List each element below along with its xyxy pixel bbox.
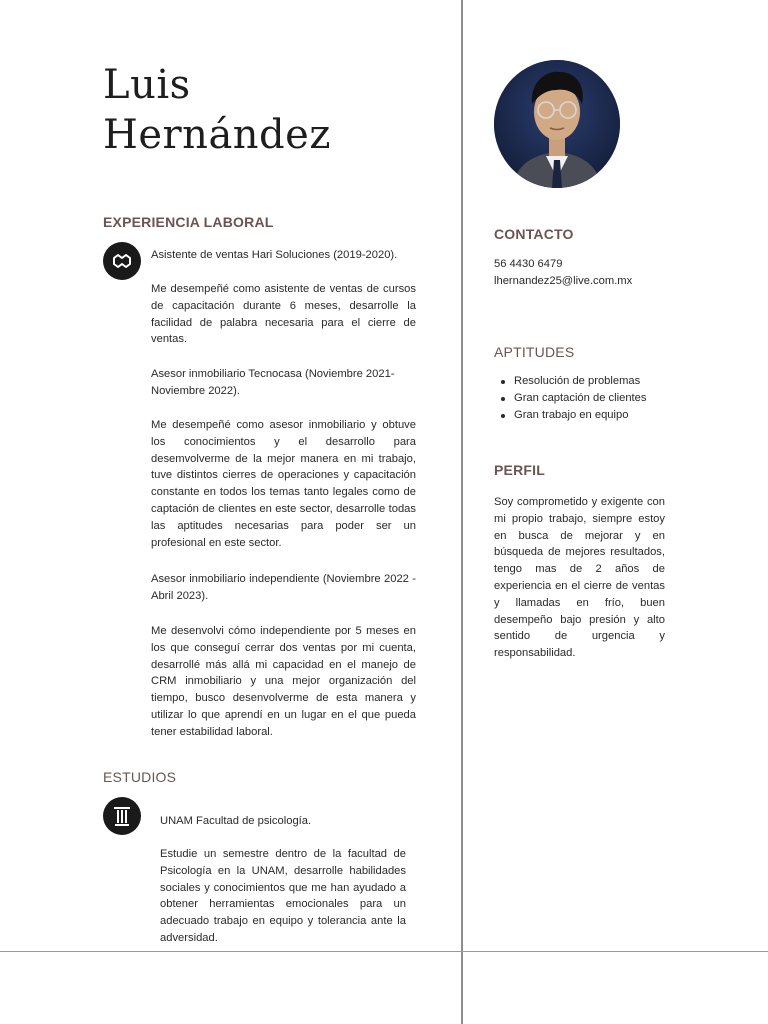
education-item-title: UNAM Facultad de psicología.: [160, 815, 312, 827]
education-item-desc: Estudie un semestre dentro de la facultad de Psicología en la UNAM, desarrolle habilidades sociales y conocimientos que me han ayudado a obtener herramientas emocionales para un adecuado trabajo en equipo y tolerancia ante la adversidad.: [160, 848, 406, 944]
skill-item: Gran captación de clientes: [494, 390, 646, 407]
profile-photo: [494, 60, 620, 188]
experience-item-3-title: Asesor inmobiliario independiente (Noviembre 2022 - Abril 2023).: [151, 573, 416, 602]
handshake-icon: [103, 242, 141, 280]
last-name: Hernández: [103, 112, 331, 158]
contact-title: CONTACTO: [494, 226, 574, 242]
experience-item-2-desc: Me desempeñé como asesor inmobiliario y obtuve los conocimientos y el desarrollo para desemvolverme de la mejor manera en mi trabajo, tuve distintos cierres de operaciones y capacitación constante en todos los temas tanto legales como de captación de clientes en este sector, desarrolle todas las aptitudes necesarias para poder ser un profesional en este sector.: [151, 419, 416, 549]
person-name: [103, 60, 331, 160]
skills-title: APTITUDES: [494, 344, 575, 360]
profile-text: Soy comprometido y exigente con mi propio trabajo, siempre estoy en busca de mejorar y en búsqueda de mejores resultados, tengo mas de 2 años de experiencia en el cierre de ventas y llamadas en frío, buen desempeño bajo presión y alto sentido de urgencia y responsabilidad.: [494, 496, 665, 660]
education-title: ESTUDIOS: [103, 769, 177, 785]
horizontal-divider: [0, 951, 768, 952]
skill-item: Resolución de problemas: [494, 373, 646, 390]
profile-title: PERFIL: [494, 462, 545, 478]
skill-item: Gran trabajo en equipo: [494, 407, 646, 424]
column-pillar-icon: [103, 797, 141, 835]
experience-item-1-title: Asistente de ventas Hari Soluciones (2019-2020).: [151, 249, 398, 261]
experience-item-1-desc: Me desempeñé como asistente de ventas de cursos de capacitación durante 6 meses, desarrolle la facilidad de palabra necesaria para el cierre de ventas.: [151, 283, 416, 346]
first-name: Luis: [103, 62, 191, 108]
contact-email: lhernandez25@live.com.mx: [494, 275, 633, 287]
skills-list: [494, 373, 646, 423]
experience-title: EXPERIENCIA LABORAL: [103, 214, 274, 230]
contact-phone: 56 4430 6479: [494, 258, 563, 270]
vertical-divider: [461, 0, 463, 1024]
experience-item-2-title: Asesor inmobiliario Tecnocasa (Noviembre 2021- Noviembre 2022).: [151, 368, 395, 397]
experience-item-3-desc: Me desenvolvi cómo independiente por 5 meses en los que conseguí cerrar dos ventas por mi cuenta, desarrollé más allá mi capacidad en el manejo de CRM inmobiliario y una mejor organización del tiempo, busco desenvolverme de esta manera y utilizar lo que aprendí en un lugar en el que pueda tener estabilidad laboral.: [151, 625, 416, 738]
